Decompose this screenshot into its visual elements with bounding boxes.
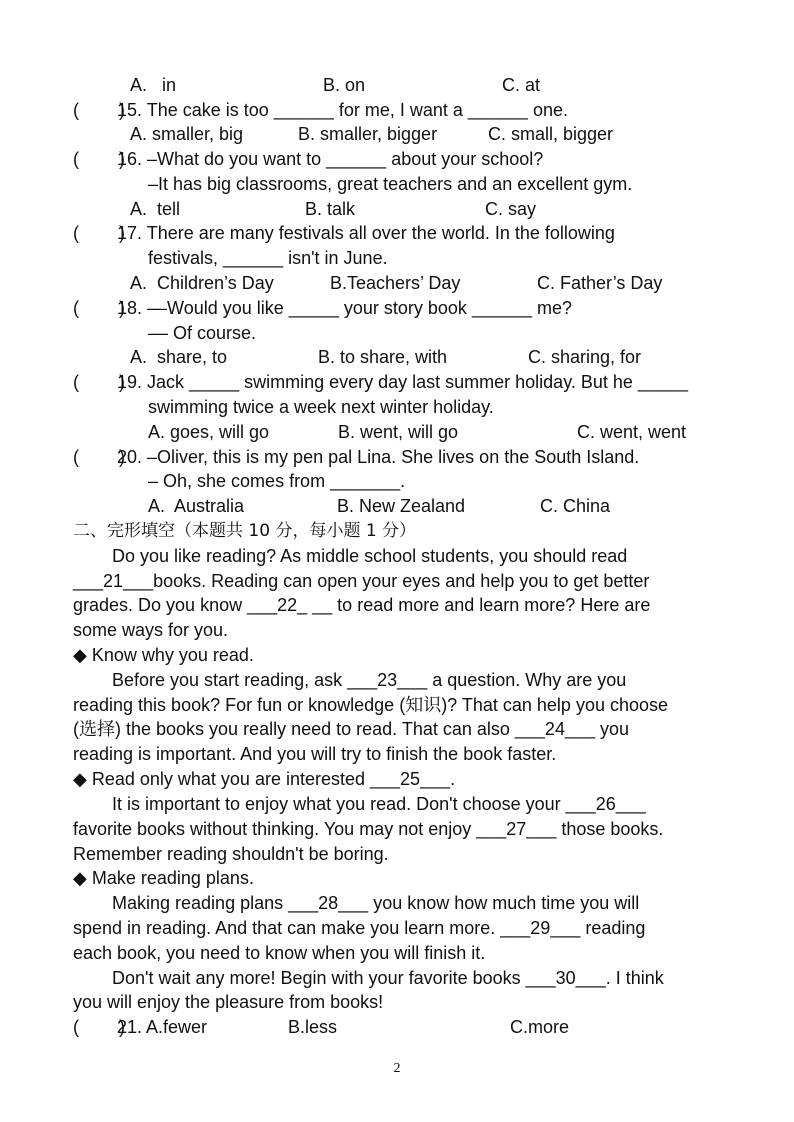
q16-option-b: B. talk: [305, 199, 356, 219]
q19-stem-cont: swimming twice a week next winter holiday.: [148, 397, 494, 417]
q21-answer-paren: ( ): [73, 1017, 125, 1037]
q15-option-a: A. smaller, big: [130, 124, 244, 144]
cloze-line: you will enjoy the pleasure from books!: [73, 992, 384, 1012]
q20-option-c: C. China: [540, 496, 611, 516]
cloze-line: grades. Do you know ___22_ __ to read more and learn more? Here are: [73, 595, 651, 615]
q21-option-a: 21. A.fewer: [117, 1017, 208, 1037]
cloze-line: spend in reading. And that can make you learn more. ___29___ reading: [73, 918, 646, 938]
cloze-line: Before you start reading, ask ___23___ a question. Why are you: [112, 670, 627, 690]
q21-option-c: C.more: [510, 1017, 570, 1037]
cloze-line: Don't wait any more! Begin with your favorite books ___30___. I think: [112, 968, 664, 988]
cloze-line: It is important to enjoy what you read. Don't choose your ___26___: [112, 794, 646, 814]
q19-option-a: A. goes, will go: [148, 422, 270, 442]
cloze-line: favorite books without thinking. You may not enjoy ___27___ those books.: [73, 819, 664, 839]
q19-stem: 19. Jack _____ swimming every day last summer holiday. But he _____: [117, 372, 688, 392]
q16-option-c: C. say: [485, 199, 537, 219]
cloze-subheading-plans: ◆ Make reading plans.: [73, 868, 254, 888]
q18-stem: 18. ––Would you like _____ your story book ______ me?: [117, 298, 572, 318]
cloze-subheading-why: ◆ Know why you read.: [73, 645, 254, 665]
q19-option-c: C. went, went: [577, 422, 687, 442]
cloze-line: some ways for you.: [73, 620, 229, 640]
q15-option-c: C. small, bigger: [488, 124, 614, 144]
cloze-line: ___21___books. Reading can open your eyes and help you to get better: [73, 571, 650, 591]
cloze-line: reading is important. And you will try to finish the book faster.: [73, 744, 557, 764]
q16-answer-paren: ( ): [73, 149, 125, 169]
q16-stem-reply: –It has big classrooms, great teachers and an excellent gym.: [148, 174, 633, 194]
cloze-line: (选择) the books you really need to read. That can also ___24___ you: [73, 719, 630, 739]
q21-option-b: B.less: [288, 1017, 338, 1037]
q20-stem-reply: – Oh, she comes from _______.: [148, 471, 406, 491]
q14-option-b: B. on: [323, 75, 366, 95]
q19-option-b: B. went, will go: [338, 422, 459, 442]
q15-option-b: B. smaller, bigger: [298, 124, 438, 144]
q16-stem: 16. –What do you want to ______ about your school?: [117, 149, 544, 169]
cloze-line: Do you like reading? As middle school students, you should read: [112, 546, 628, 566]
cloze-line: reading this book? For fun or knowledge (知识)? That can help you choose: [73, 695, 669, 715]
q16-option-a: A. tell: [130, 199, 181, 219]
cloze-line: Making reading plans ___28___ you know how much time you will: [112, 893, 640, 913]
q20-option-a: A. Australia: [148, 496, 245, 516]
q14-option-a: A. in: [130, 75, 177, 95]
q15-stem: 15. The cake is too ______ for me, I want a ______ one.: [117, 100, 568, 120]
q20-option-b: B. New Zealand: [337, 496, 466, 516]
cloze-line: each book, you need to know when you will finish it.: [73, 943, 486, 963]
q15-answer-paren: ( ): [73, 100, 125, 120]
q20-answer-paren: ( ): [73, 447, 125, 467]
q20-stem: 20. –Oliver, this is my pen pal Lina. She lives on the South Island.: [117, 447, 640, 467]
q19-answer-paren: ( ): [73, 372, 125, 392]
q18-option-a: A. share, to: [130, 347, 228, 367]
q17-option-b: B.Teachers’ Day: [330, 273, 461, 293]
q18-answer-paren: ( ): [73, 298, 125, 318]
page-number: 2: [393, 1061, 401, 1076]
q18-option-c: C. sharing, for: [528, 347, 642, 367]
q17-answer-paren: ( ): [73, 223, 125, 243]
q17-option-c: C. Father’s Day: [537, 273, 663, 293]
cloze-subheading-interest: ◆ Read only what you are interested ___25___.: [73, 769, 456, 789]
q17-option-a: A. Children’s Day: [130, 273, 274, 293]
cloze-section-heading: 二、完形填空（本题共 10 分，每小题 1 分）: [73, 521, 417, 541]
cloze-line: Remember reading shouldn't be boring.: [73, 844, 389, 864]
q14-option-c: C. at: [502, 75, 541, 95]
q18-stem-reply: –– Of course.: [148, 323, 257, 343]
q17-stem: 17. There are many festivals all over the world. In the following: [117, 223, 615, 243]
q18-option-b: B. to share, with: [318, 347, 448, 367]
q17-stem-cont: festivals, ______ isn't in June.: [148, 248, 388, 268]
